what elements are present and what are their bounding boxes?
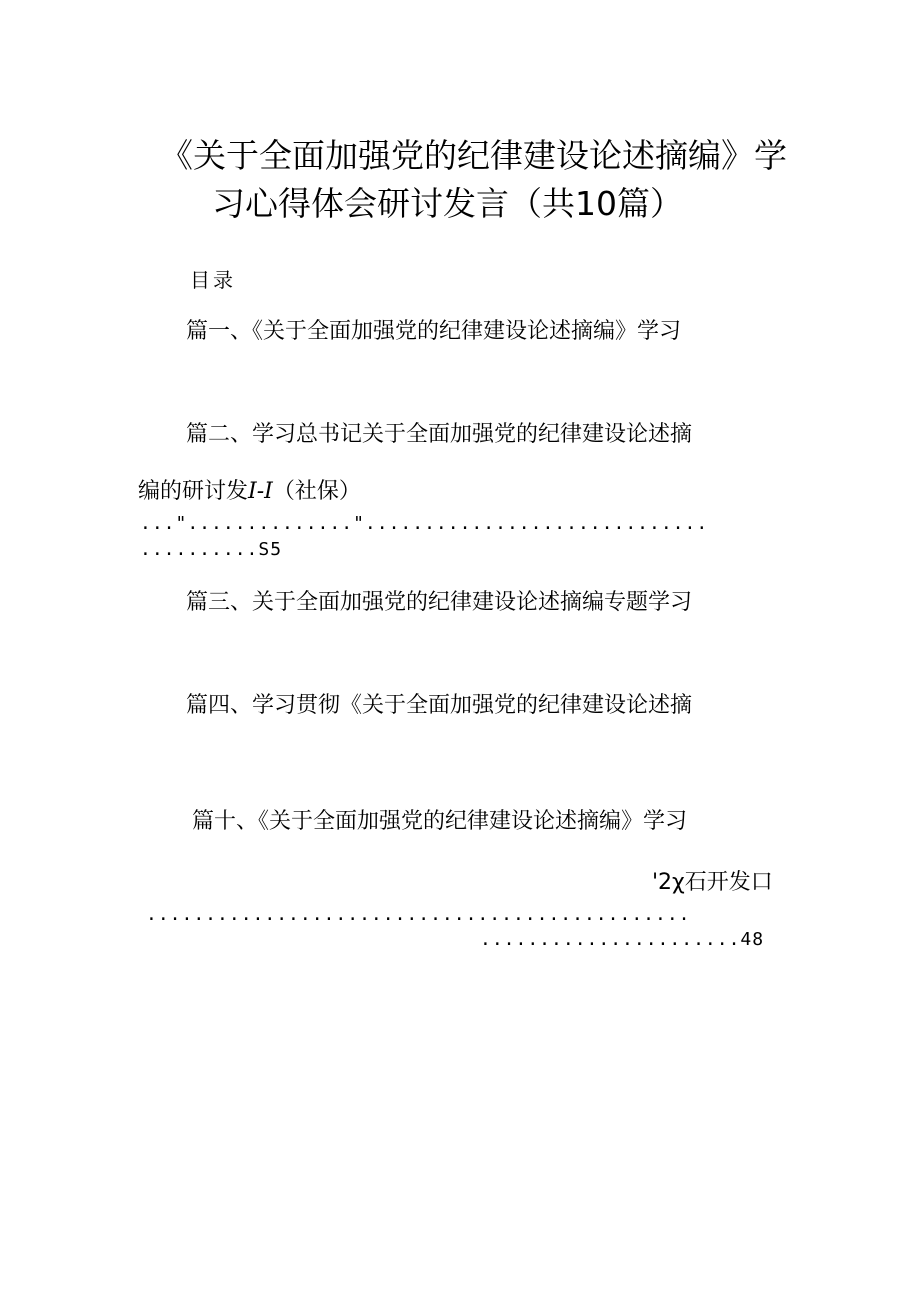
toc-entry-4[interactable]: 篇四、学习贯彻《关于全面加强党的纪律建设论述摘 xyxy=(186,693,693,718)
toc-entry-3[interactable]: 篇三、关于全面加强党的纪律建设论述摘编专题学习 xyxy=(186,590,693,615)
toc-entry-1[interactable]: 篇一、《关于全面加强党的纪律建设论述摘编》学习 xyxy=(186,319,682,344)
toc-entry-10-leader-2: ......................48 xyxy=(480,929,765,950)
document-title-line-2: 习心得体会研讨发言（共10篇） xyxy=(212,184,683,223)
toc-entry-2-leader-2: ..........S5 xyxy=(140,539,283,560)
toc-entry-10[interactable]: 篇十、《关于全面加强党的纪律建设论述摘编》学习 xyxy=(192,809,688,834)
toc-label: 目录 xyxy=(190,268,236,292)
continuation-prefix: 编的研讨发 xyxy=(138,479,249,504)
toc-entry-2-continuation xyxy=(138,477,361,507)
toc-entry-10-continuation: '2χ石开发口 xyxy=(652,870,773,895)
document-title-line-1: 《关于全面加强党的纪律建设论述摘编》学 xyxy=(160,136,787,175)
toc-entry-2[interactable]: 篇二、学习总书记关于全面加强党的纪律建设论述摘 xyxy=(186,422,693,447)
toc-entry-2-leader-1: ...".............."............................. xyxy=(140,513,709,534)
toc-entry-10-leader-1: .............................................. xyxy=(146,904,691,925)
continuation-suffix: （社保） xyxy=(272,479,361,504)
continuation-ocr-text: I-I xyxy=(248,479,273,504)
